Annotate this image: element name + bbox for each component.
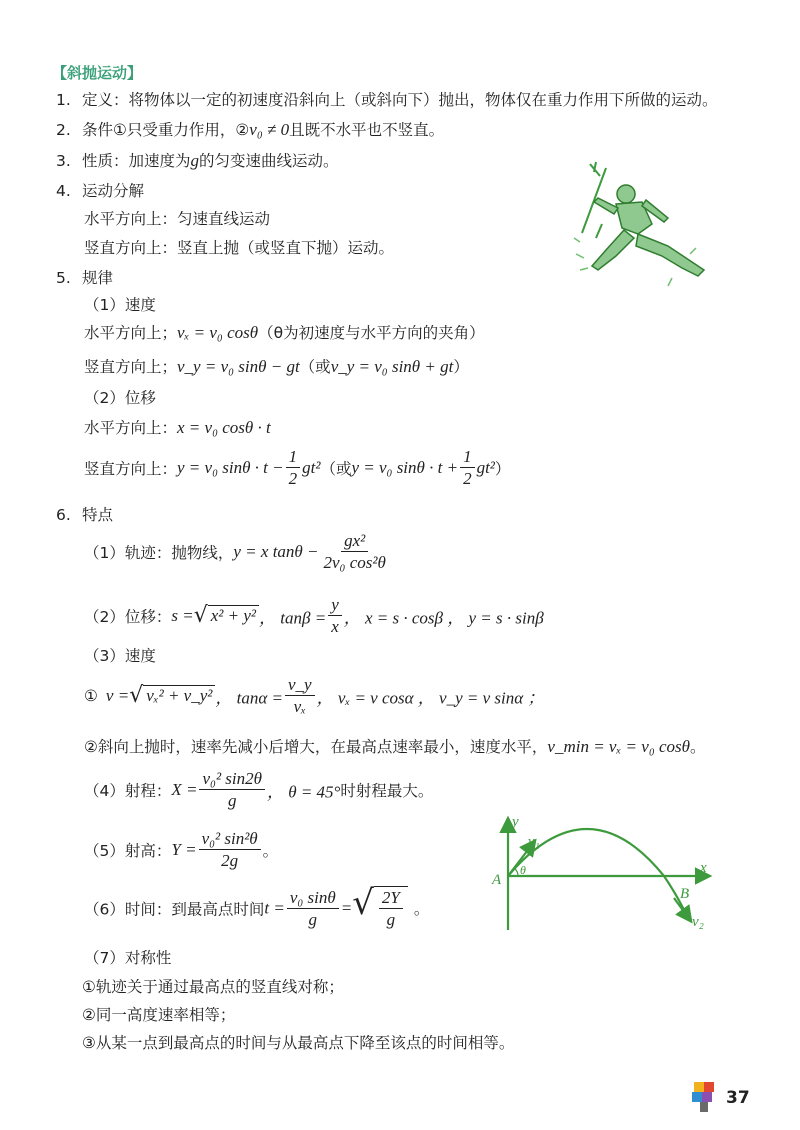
fraction-range: $\frac{\text{v₀² sin2θ}}{g}$ <box>199 768 265 812</box>
laws-vy-row: 竖直方向上；v_y = v₀ sinθ − gt（或v_y = v₀ sinθ + gt） <box>84 357 469 376</box>
fraction-tan-alpha: $\frac{v\_y}{\text{vₓ}}$ <box>285 674 315 718</box>
symmetry-line-3: ③从某一点到最高点的时间与从最高点下降至该点的时间相等。 <box>82 1034 515 1052</box>
item-property: 3. 性质：加速度为g的匀变速曲线运动。 <box>56 151 339 170</box>
laws-y-row: 竖直方向上：y = v₀ sinθ · t − $\frac{1}{2}$ gt²（或y = v₀ sinθ · t + $\frac{1}{2}$ gt²） <box>84 447 511 489</box>
feature-height: （5）射高：Y = $\frac{\text{v₀² sin²θ}}{2g}$ 。 <box>84 829 279 871</box>
athlete-head <box>617 185 635 203</box>
fraction-half: $\frac{1}{2}$ <box>286 446 301 490</box>
item-laws-title: 5. 规律 <box>56 269 114 287</box>
diagram-point-b: B <box>680 886 690 902</box>
sqrt-displacement: √ x² + y² <box>194 605 259 627</box>
diagram-theta-label: θ <box>520 863 526 877</box>
symmetry-line-1: ①轨迹关于通过最高点的竖直线对称； <box>82 978 344 996</box>
page-number: 37 <box>726 1088 750 1108</box>
diagram-point-a: A <box>492 872 502 888</box>
diagram-v2-label: v₂ <box>692 914 704 930</box>
section-title: 【斜抛运动】 <box>52 64 143 82</box>
decomposition-vertical: 竖直方向上：竖直上抛（或竖直下抛）运动。 <box>84 239 395 257</box>
fraction-height: $\frac{\text{v₀² sin²θ}}{2g}$ <box>199 828 261 872</box>
feature-displacement: （2）位移：s = √ x² + y² ， tanβ = $\frac{y}{x}$ ， x = s · cosβ ， y = s · sinβ <box>84 595 544 637</box>
diagram-x-label: x <box>700 860 707 876</box>
diagram-v1-label: v₁ <box>528 834 540 850</box>
diagram-y-label: y <box>512 814 519 830</box>
sqrt-time: √ $\frac{2Y}{g}$ <box>352 886 408 931</box>
publisher-logo-icon <box>690 1080 718 1114</box>
projectile-diagram <box>488 812 720 934</box>
feature-time: （6）时间：到最高点时间t = $\frac{\text{v₀ sinθ}}{g}$ = √ $\frac{2Y}{g}$ 。 <box>84 883 430 930</box>
sqrt-velocity: √ vₓ² + v_y² <box>129 685 215 707</box>
feature-trajectory: （1）轨迹：抛物线，y = x tanθ − $\frac{\text{gx²}}{\text{2v₀ cos²θ}}$ <box>84 530 391 574</box>
feature-symmetry-heading: （7）对称性 <box>84 949 172 967</box>
item-definition: 1. 定义：将物体以一定的初速度沿斜向上（或斜向下）抛出，物体仅在重力作用下所做的运动。 <box>56 91 718 109</box>
item-condition: 2. 条件①只受重力作用，②v₀ ≠ 0且既不水平也不竖直。 <box>56 120 445 139</box>
laws-velocity-heading: （1）速度 <box>84 296 156 314</box>
feature-velocity-formula: ① v = √ vₓ² + v_y² ， tanα = $\frac{v\_y}{\text{vₓ}}$ ， vₓ = v cosα ， v_y = v sinα ； <box>84 675 545 717</box>
fraction-trajectory: $\frac{\text{gx²}}{\text{2v₀ cos²θ}}$ <box>323 531 386 573</box>
feature-velocity-minimum: ②斜向上抛时，速率先减小后增大，在最高点速率最小，速度水平，v_min = vₓ = v₀ cosθ。 <box>84 737 706 756</box>
fraction-half-alt: $\frac{1}{2}$ <box>460 446 475 490</box>
decomposition-horizontal: 水平方向上：匀速直线运动 <box>84 210 271 228</box>
feature-velocity-heading: （3）速度 <box>84 647 156 665</box>
fraction-time: $\frac{\text{v₀ sinθ}}{g}$ <box>287 887 339 931</box>
item-features-title: 6. 特点 <box>56 506 114 524</box>
symmetry-line-2: ②同一高度速率相等； <box>82 1006 236 1024</box>
javelin-athlete-illustration <box>572 158 712 290</box>
item-decomposition-title: 4. 运动分解 <box>56 182 145 200</box>
laws-vx-row: 水平方向上；vₓ = v₀ cosθ（θ为初速度与水平方向的夹角） <box>84 323 485 342</box>
fraction-tan-beta: $\frac{y}{x}$ <box>328 594 342 638</box>
laws-x-row: 水平方向上：x = v₀ cosθ · t <box>84 418 271 437</box>
laws-displacement-heading: （2）位移 <box>84 389 156 407</box>
feature-range: （4）射程：X = $\frac{\text{v₀² sin2θ}}{g}$ ， θ = 45°时射程最大。 <box>84 769 434 811</box>
